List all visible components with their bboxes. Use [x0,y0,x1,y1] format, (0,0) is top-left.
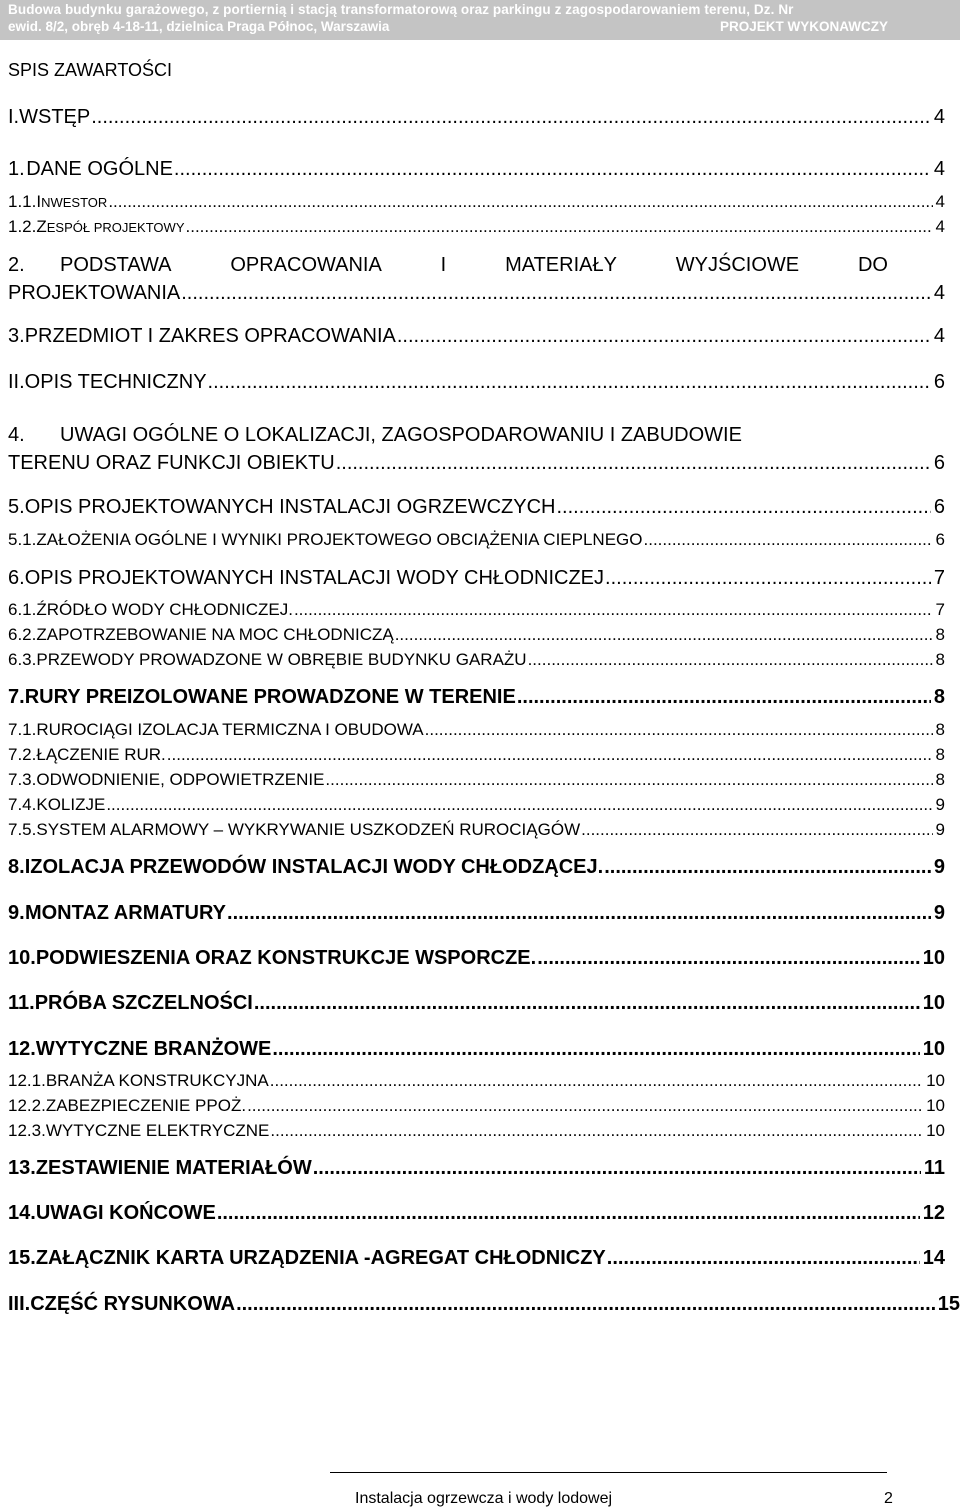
toc-dot-leader [270,1121,923,1141]
toc-dot-leader [272,1038,919,1061]
toc-entry-page: 8 [935,625,945,644]
toc-entry-number: 7.1. [8,720,37,739]
toc-entry-text: INWESTOR [36,192,108,211]
toc-entry[interactable] [8,625,945,645]
toc-dot-leader [604,856,931,879]
toc-entry[interactable] [8,217,945,237]
toc-entry[interactable] [8,820,945,840]
toc-entry-text: KOLIZJE [36,795,106,814]
toc-entry-text: ZESPÓŁ PROJEKTOWY [36,217,185,236]
toc-entry-text: ZAŁOŻENIA OGÓLNE I WYNIKI PROJEKTOWEGO OBCIĄŻENIA CIEPLNEGO [36,530,643,549]
toc-dot-leader [644,530,933,550]
toc-entry-number: 7.3. [8,770,37,789]
toc-entry-number: 6.3. [8,650,37,669]
toc-entry-page: 10 [926,1096,945,1115]
toc-entry-number: 6. [8,567,25,589]
toc-entry-number: 7.4. [8,795,37,814]
toc-entry[interactable] [8,947,945,970]
toc-dot-leader [174,158,931,181]
toc-entry-page: 4 [935,217,945,236]
toc-entry[interactable] [8,158,945,181]
toc-entry-text: ZABEZPIECZENIE PPOŻ. [45,1096,247,1115]
toc-entry-text: WYTYCZNE ELEKTRYCZNE [45,1121,270,1140]
toc-entry-number: 1.1. [8,192,37,211]
toc-entry[interactable] [8,600,945,620]
toc-entry-text: TERENU ORAZ FUNKCJI OBIEKTU [8,452,335,474]
toc-entry-text: ZAPOTRZEBOWANIE NA MOC CHŁODNICZĄ [36,625,394,644]
toc-dot-leader [186,217,933,237]
toc-entry[interactable] [8,1202,945,1225]
toc-entry-page: 10 [926,1121,945,1140]
toc-dot-leader [247,1096,923,1116]
toc-dot-leader [217,1202,920,1225]
toc-entry[interactable] [8,1096,945,1116]
toc-entry-page: 6 [933,496,945,518]
toc-dot-leader [91,106,931,129]
toc-entry-wrapped[interactable] [8,424,888,447]
toc-entry[interactable] [8,745,945,765]
toc-entry-number: 14. [8,1202,36,1224]
toc-entry-word: DO [857,254,888,276]
toc-entry-word: MATERIAŁY [505,254,617,276]
header-project-type: PROJEKT WYKONAWCZY [719,19,888,34]
toc-entry-page: 9 [935,820,945,839]
toc-entry-number: I. [8,106,20,128]
toc-entry-page: 10 [926,1071,945,1090]
toc-entry-page: 6 [933,371,945,393]
toc-entry-page: 4 [933,325,945,347]
toc-entry-page: 4 [935,192,945,211]
toc-entry-text: IZOLACJA PRZEWODÓW INSTALACJI WODY CHŁODZĄCEJ. [24,856,604,878]
toc-entry-number: 12.3. [8,1121,46,1140]
toc-entry[interactable] [8,192,945,212]
toc-entry-page: 4 [933,106,945,128]
toc-entry[interactable] [8,1247,945,1270]
toc-entry-word: WYJŚCIOWE [675,254,800,276]
toc-entry[interactable] [8,992,945,1015]
toc-entry[interactable] [8,1293,960,1316]
toc-entry-page: 6 [935,530,945,549]
header-location: ewid. 8/2, obręb 4-18-11, dzielnica Praga Północ, Warszawia [8,19,390,34]
toc-dot-leader [607,1247,920,1270]
toc-entry-page: 10 [922,992,945,1014]
toc-entry-page: 10 [922,947,945,969]
toc-entry-number: 12. [8,1038,36,1060]
toc-entry-page: 14 [922,1247,945,1269]
toc-entry-page: 10 [922,1038,945,1060]
toc-entry[interactable] [8,1071,945,1091]
toc-entry[interactable] [8,902,945,925]
toc-entry-continuation[interactable] [8,452,945,475]
toc-entry[interactable] [8,567,945,590]
toc-entry-text: MONTAZ ARMATURY [24,902,227,924]
footer-document-title: Instalacja ogrzewcza i wody lodowej [355,1490,613,1507]
toc-entry-page: 12 [922,1202,945,1224]
toc-entry-text: WSTĘP [19,106,91,128]
toc-entry-continuation[interactable] [8,282,945,305]
toc-entry-page: 8 [935,770,945,789]
toc-entry-text: PRÓBA SZCZELNOŚCI [34,992,253,1014]
toc-entry-text: CZĘŚĆ RYSUNKOWA [30,1293,236,1315]
toc-entry-text: DANE OGÓLNE [26,158,173,180]
toc-entry-page: 8 [935,745,945,764]
toc-entry[interactable] [8,1121,945,1141]
toc-entry-text: WYTYCZNE BRANŻOWE [35,1038,272,1060]
footer-divider [330,1472,887,1473]
toc-entry-text: OPIS PROJEKTOWANYCH INSTALACJI OGRZEWCZYCH [24,496,556,518]
toc-entry[interactable] [8,371,945,394]
toc-entry-number: 5. [8,496,25,518]
toc-entry-number: 7.2. [8,745,37,764]
toc-entry-text: UWAGI OGÓLNE O LOKALIZACJI, ZAGOSPODAROWANIU I ZABUDOWIE [60,424,742,446]
toc-title: SPIS ZAWARTOŚCI [8,60,173,80]
toc-entry[interactable] [8,1157,945,1180]
toc-entry-text: ZAŁĄCZNIK KARTA URZĄDZENIA -AGREGAT CHŁODNICZY [35,1247,606,1269]
toc-dot-leader [336,452,931,475]
toc-entry-number: 12.1. [8,1071,46,1090]
toc-dot-leader [106,795,932,815]
toc-dot-leader [528,650,933,670]
toc-entry-number: 3. [8,325,25,347]
toc-entry[interactable] [8,686,945,709]
toc-dot-leader [395,625,933,645]
toc-entry-word: I [440,254,447,276]
toc-dot-leader [181,282,931,305]
toc-entry-text: PRZEWODY PROWADZONE W OBRĘBIE BUDYNKU GARAŻU [36,650,527,669]
toc-dot-leader [294,600,933,620]
toc-dot-leader [425,720,933,740]
toc-dot-leader [325,770,932,790]
toc-entry[interactable] [8,496,945,519]
toc-entry-text: ŹRÓDŁO WODY CHŁODNICZEJ. [36,600,293,619]
toc-dot-leader [167,745,933,765]
toc-entry[interactable] [8,650,945,670]
toc-entry[interactable] [8,530,945,550]
toc-entry-number: 7.5. [8,820,37,839]
toc-entry-page: 4 [933,282,945,304]
toc-entry-number: 6.2. [8,625,37,644]
toc-entry-number: 6.1. [8,600,37,619]
toc-entry-page: 15 [937,1293,960,1315]
toc-entry-text: PODWIESZENIA ORAZ KONSTRUKCJE WSPORCZE. [35,947,537,969]
toc-entry-page: 8 [935,650,945,669]
page-header [0,0,960,40]
toc-entry-number: III. [8,1293,31,1315]
toc-entry-text: UWAGI KOŃCOWE [35,1202,216,1224]
toc-dot-leader [208,371,931,394]
toc-dot-leader [270,1071,923,1091]
toc-dot-leader [236,1293,935,1316]
toc-entry[interactable] [8,770,945,790]
toc-entry-page: 4 [933,158,945,180]
toc-dot-leader [605,567,931,590]
header-project-title: Budowa budynku garażowego, z portiernią i stacją transformatorową oraz parkingu z zagospodarowaniem terenu, Dz. Nr [8,2,794,17]
toc-entry-number: 15. [8,1247,36,1269]
toc-entry[interactable] [8,720,945,740]
toc-dot-leader [313,1157,921,1180]
toc-entry-word: OPRACOWANIA [230,254,382,276]
toc-entry-text: ODWODNIENIE, ODPOWIETRZENIE [36,770,325,789]
toc-entry-number: 13. [8,1157,36,1179]
toc-entry-number: 9. [8,902,25,924]
toc-entry-number: 11. [8,992,35,1014]
toc-entry-text: RURY PREIZOLOWANE PROWADZONE W TERENIE [24,686,516,708]
toc-entry[interactable] [8,795,945,815]
toc-entry-number: 7. [8,686,25,708]
toc-entry-number: 8. [8,856,25,878]
toc-entry[interactable] [8,325,945,348]
toc-entry-text: SYSTEM ALARMOWY – WYKRYWANIE USZKODZEŃ RUROCIĄGÓW [36,820,581,839]
toc-dot-leader [108,192,932,212]
toc-entry-text: RUROCIĄGI IZOLACJA TERMICZNA I OBUDOWA [36,720,424,739]
toc-entry-text: ZESTAWIENIE MATERIAŁÓW [35,1157,312,1179]
toc-entry-number: 1.2. [8,217,37,236]
toc-entry-page: 7 [933,567,945,589]
toc-entry-number: 2. [8,254,25,276]
toc-entry-text: ŁĄCZENIE RUR. [36,745,166,764]
footer-page-number: 2 [884,1490,893,1507]
toc-entry-number: 4. [8,424,25,446]
toc-entry-page: 11 [923,1157,945,1179]
toc-entry-page: 9 [933,856,945,878]
toc-entry-word: PODSTAWA [60,254,172,276]
toc-entry-number: 10. [8,947,36,969]
toc-entry-number: 5.1. [8,530,37,549]
toc-dot-leader [254,992,920,1015]
toc-entry-text: BRANŻA KONSTRUKCYJNA [45,1071,269,1090]
toc-dot-leader [581,820,932,840]
toc-entry-number: II. [8,371,25,393]
toc-dot-leader [397,325,931,348]
toc-entry-text: OPIS PROJEKTOWANYCH INSTALACJI WODY CHŁODNICZEJ [24,567,605,589]
toc-entry[interactable] [8,106,945,129]
toc-dot-leader [556,496,930,519]
toc-entry-page: 6 [933,452,945,474]
toc-dot-leader [517,686,931,709]
toc-entry-text: OPIS TECHNICZNY [24,371,207,393]
toc-entry-wrapped[interactable] [8,254,888,277]
toc-entry-number: 1. [8,158,25,180]
toc-entry[interactable] [8,1038,945,1061]
toc-dot-leader [537,947,920,970]
toc-entry-page: 8 [933,686,945,708]
toc-entry-number: 12.2. [8,1096,46,1115]
toc-entry[interactable] [8,856,945,879]
toc-entry-page: 9 [935,795,945,814]
toc-entry-text: PRZEDMIOT I ZAKRES OPRACOWANIA [24,325,396,347]
toc-entry-page: 7 [935,600,945,619]
toc-entry-page: 9 [933,902,945,924]
toc-entry-page: 8 [935,720,945,739]
toc-dot-leader [227,902,931,925]
toc-entry-text: PROJEKTOWANIA [8,282,181,304]
